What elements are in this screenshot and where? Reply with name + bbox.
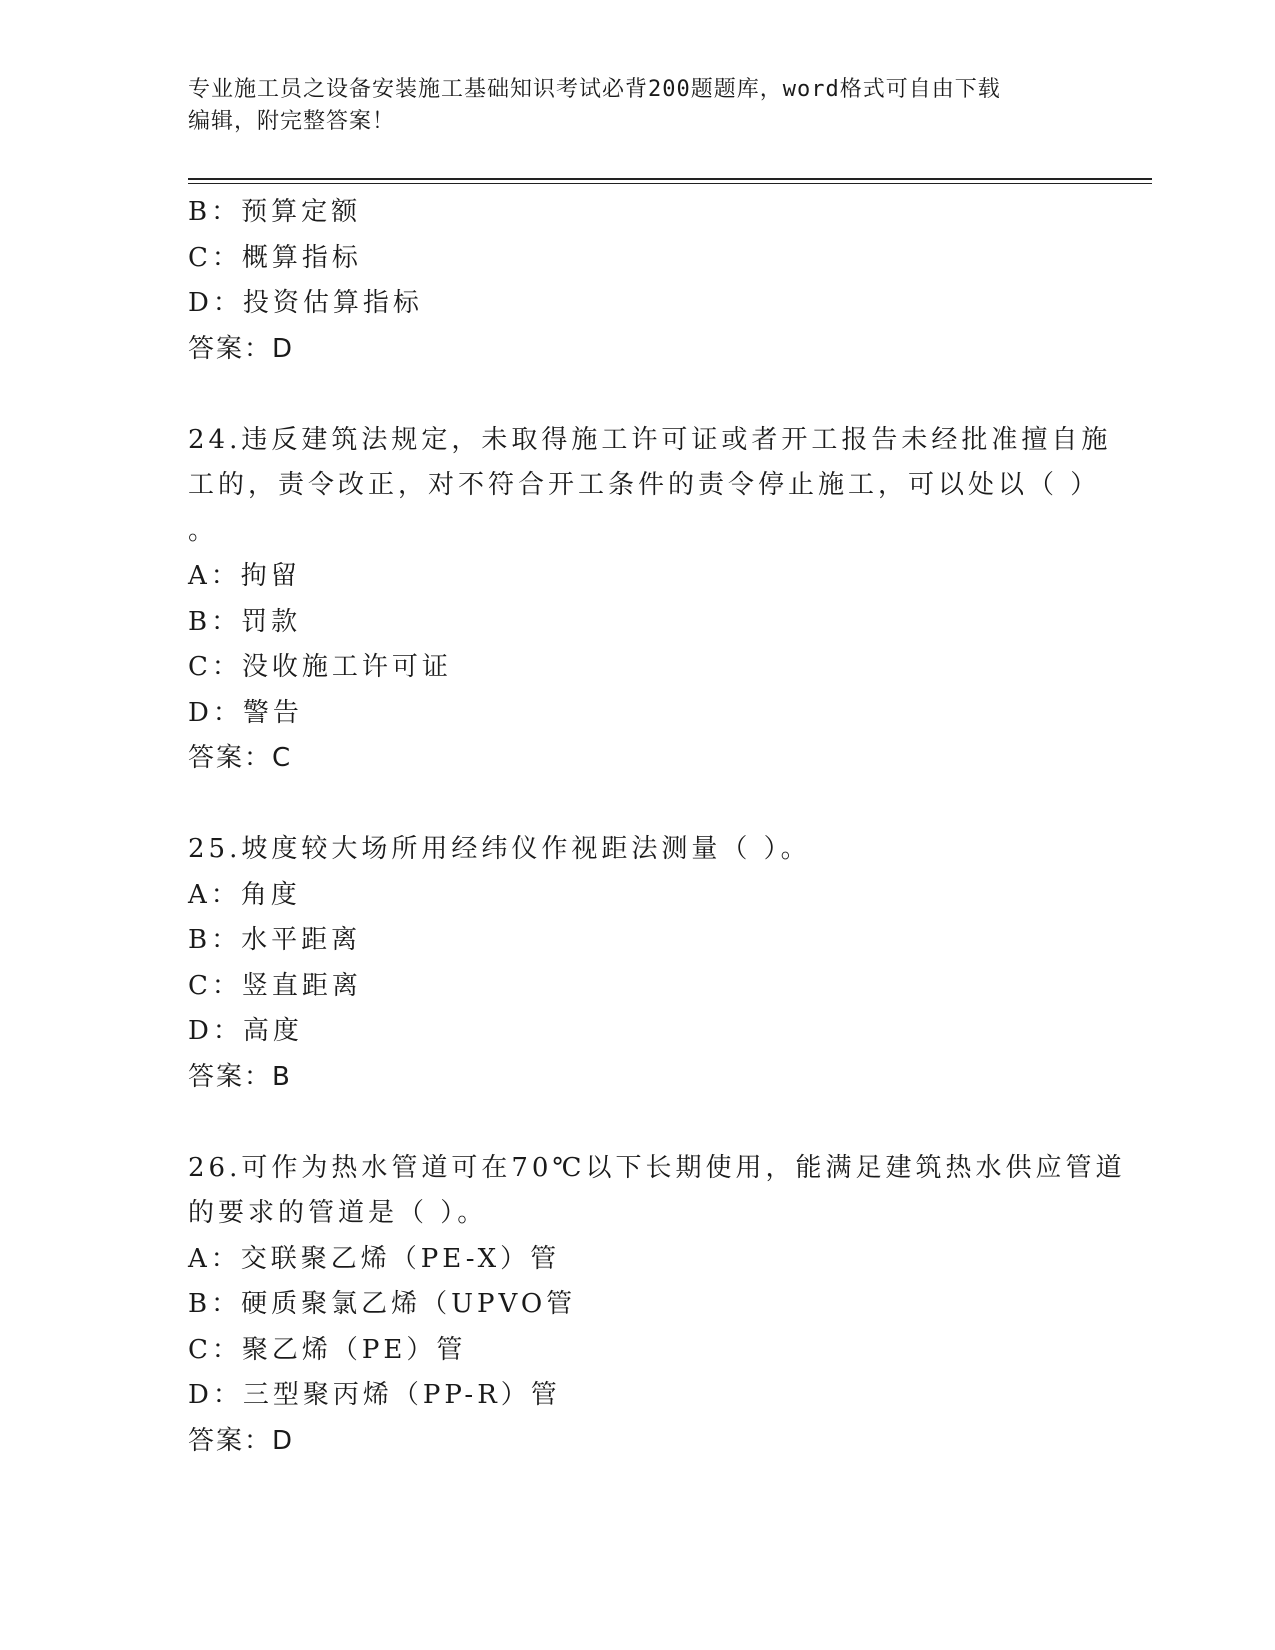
answer-line: 答案：D [188, 333, 295, 364]
option-c: C：没收施工许可证 [188, 652, 452, 682]
question-26 [188, 1146, 1126, 1465]
option-d: D：高度 [188, 1016, 303, 1046]
question-stem-line: 25.坡度较大场所用经纬仪作视距法测量（ ）。 [188, 834, 811, 864]
header-divider-thin [188, 183, 1152, 184]
header-divider-thick [188, 178, 1152, 180]
question-stem-line: 工的，责令改正，对不符合开工条件的责令停止施工，可以处以（ ） [188, 470, 1101, 500]
document-header [188, 74, 1068, 138]
header-line-2: 编辑，附完整答案！ [188, 109, 396, 134]
answer-line: 答案：B [188, 1061, 292, 1092]
question-25 [188, 827, 1088, 1100]
question-24 [188, 418, 1112, 782]
question-stem-line: 24.违反建筑法规定，未取得施工许可证或者开工报告未经批准擅自施 [188, 424, 1112, 455]
option-b: B：硬质聚氯乙烯（UPVO管 [188, 1289, 577, 1319]
spacer [188, 372, 1088, 418]
header-line-1: 专业施工员之设备安装施工基础知识考试必背200题题库，word格式可自由下载 [188, 77, 1001, 102]
option-a: A：拘留 [188, 561, 301, 591]
question-stem-line: 的要求的管道是（ ）。 [188, 1198, 488, 1228]
spacer [188, 782, 1088, 828]
question-23 [188, 190, 1088, 372]
answer-line: 答案：D [188, 1425, 295, 1456]
option-d: D：三型聚丙烯（PP-R）管 [188, 1380, 561, 1410]
option-b: B：预算定额 [188, 197, 362, 227]
option-b: B：罚款 [188, 606, 302, 637]
answer-line: 答案：C [188, 743, 293, 773]
option-c: C：聚乙烯（PE）管 [188, 1334, 467, 1365]
option-c: C：竖直距离 [188, 970, 362, 1001]
question-content [188, 190, 1126, 1464]
option-b: B：水平距离 [188, 925, 362, 955]
option-c: C：概算指标 [188, 242, 362, 273]
option-d: D：警告 [188, 697, 303, 728]
option-d: D：投资估算指标 [188, 288, 423, 318]
question-stem-line: 26.可作为热水管道可在70℃以下长期使用，能满足建筑热水供应管道 [188, 1152, 1126, 1183]
option-a: A：角度 [188, 879, 301, 910]
question-stem-line: 。 [188, 515, 219, 546]
spacer [188, 1100, 1088, 1146]
option-a: A：交联聚乙烯（PE-X）管 [188, 1243, 561, 1274]
